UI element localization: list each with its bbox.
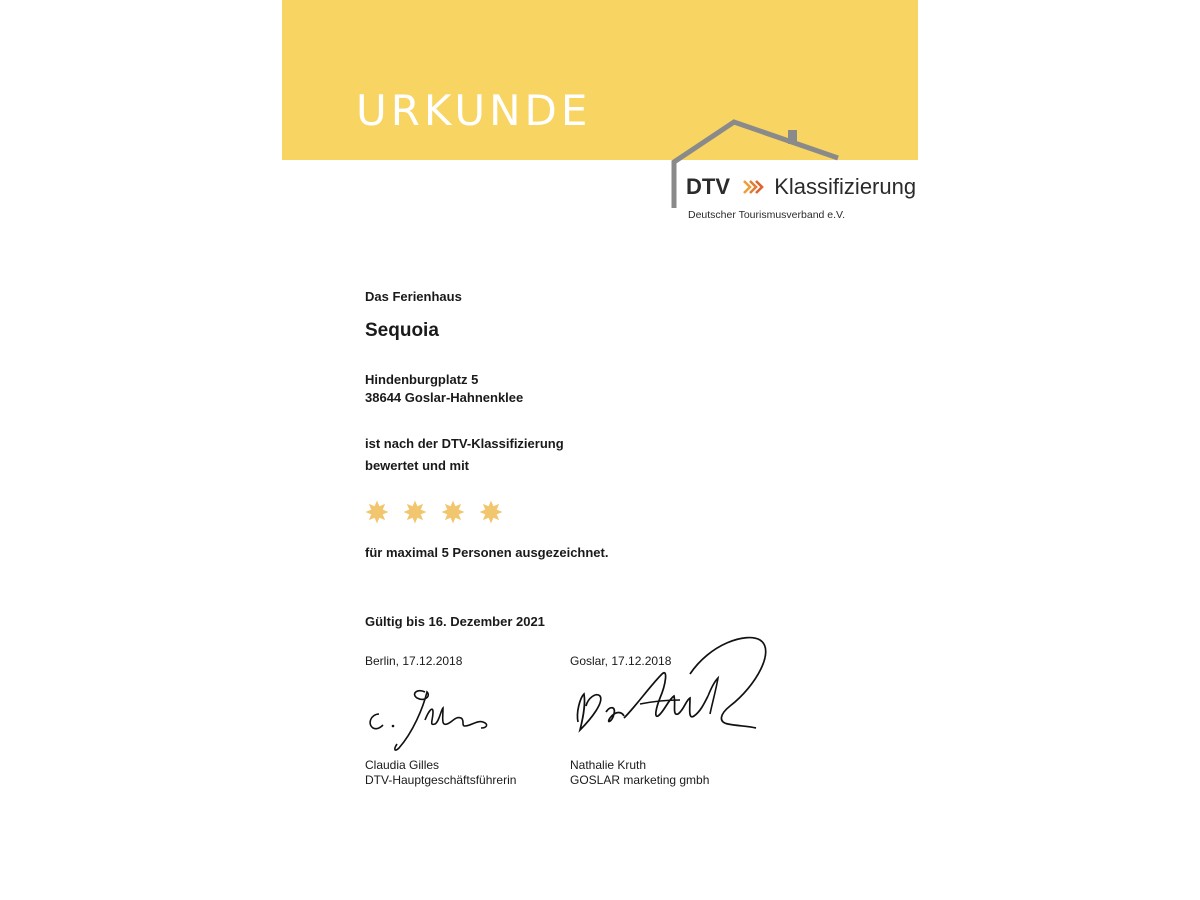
star-icon <box>479 500 503 524</box>
logo-wordmark <box>686 174 916 200</box>
star-icon <box>403 500 427 524</box>
statement-line-2: bewertet und mit <box>365 458 470 473</box>
place-date-right: Goslar, 17.12.2018 <box>570 654 672 668</box>
validity-text: Gültig bis 16. Dezember 2021 <box>365 614 545 629</box>
signer-role-right: GOSLAR marketing gmbh <box>570 773 710 787</box>
certificate-title: URKUNDE <box>356 86 592 135</box>
logo-name: Klassifizierung <box>774 174 917 199</box>
capacity-text: für maximal 5 Personen ausgezeichnet. <box>365 545 609 560</box>
dtv-logo <box>670 118 920 228</box>
logo-brand: DTV <box>686 174 730 199</box>
signature-left <box>365 680 515 760</box>
star-icon <box>365 500 389 524</box>
signer-name-right: Nathalie Kruth <box>570 758 647 772</box>
statement-line-1: ist nach der DTV-Klassifizierung <box>365 436 564 451</box>
certificate-document <box>282 0 918 900</box>
property-name: Sequoia <box>365 320 439 341</box>
signer-name-left: Claudia Gilles <box>365 758 440 772</box>
star-rating <box>365 500 503 524</box>
place-date-left: Berlin, 17.12.2018 <box>365 654 463 668</box>
chevron-arrows-icon <box>742 179 764 195</box>
intro-text: Das Ferienhaus <box>365 289 462 304</box>
signer-role-left: DTV-Hauptgeschäftsführerin <box>365 773 517 787</box>
star-icon <box>441 500 465 524</box>
logo-subtitle: Deutscher Tourismusverband e.V. <box>688 209 846 221</box>
address-line-2: 38644 Goslar-Hahnenklee <box>365 390 524 405</box>
signature-right <box>570 626 780 756</box>
address-line-1: Hindenburgplatz 5 <box>365 372 479 387</box>
